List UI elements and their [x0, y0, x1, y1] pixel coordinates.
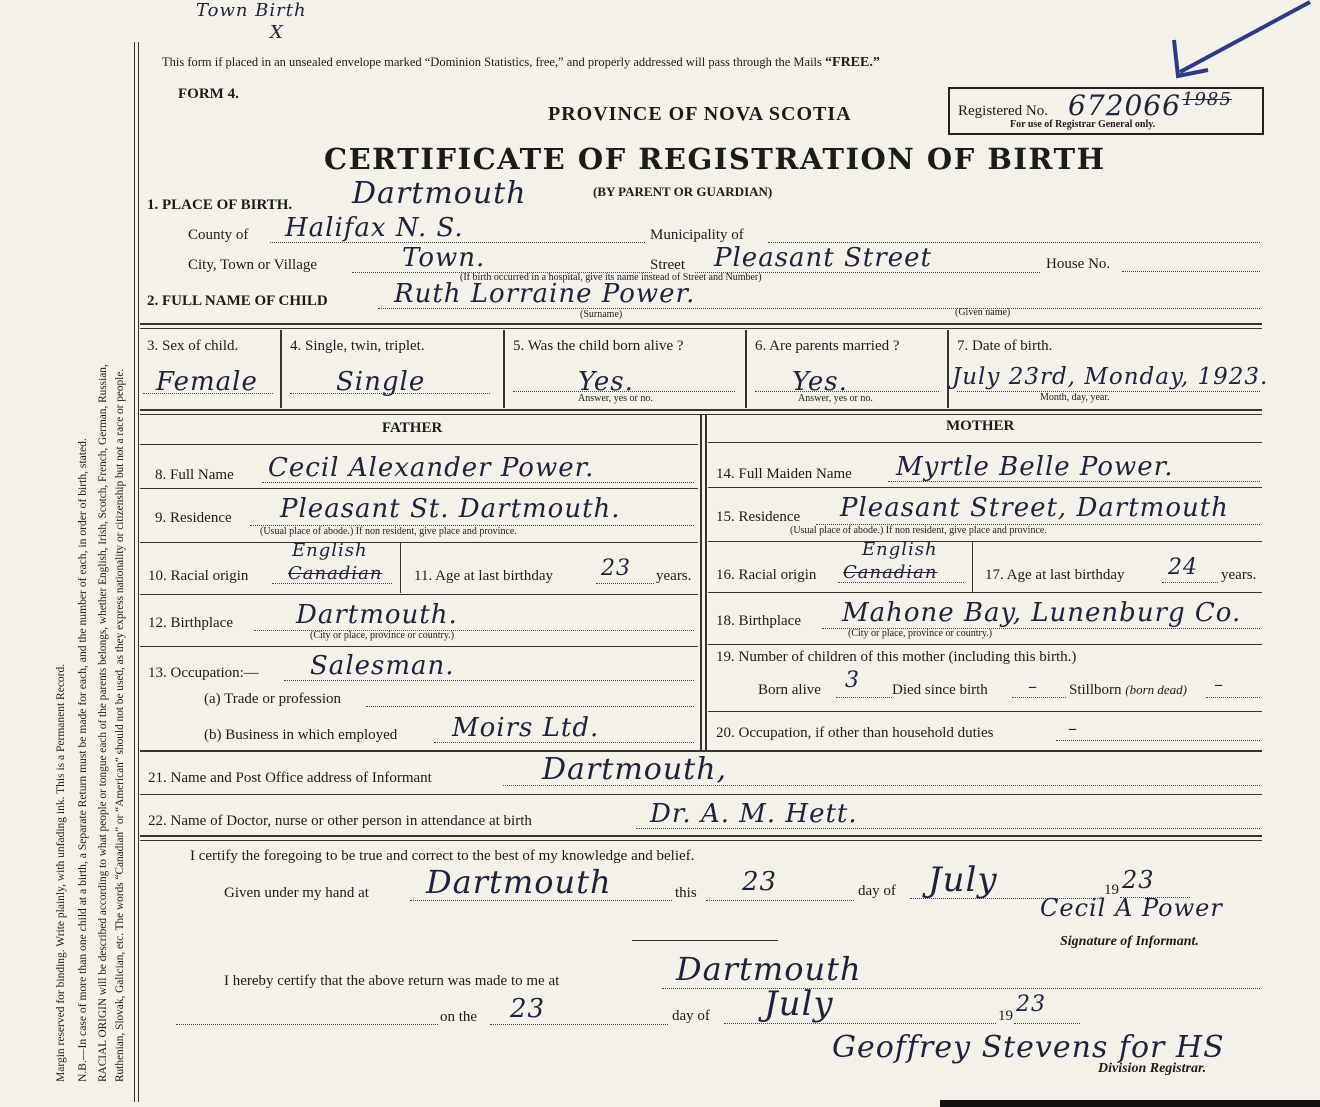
- corner-note: Town Birth: [196, 0, 307, 21]
- cell-divider: [745, 330, 747, 408]
- mother-res-note: (Usual place of abode.) If non resident, give place and province.: [790, 525, 1047, 536]
- hospital-note: (If birth occurred in a hospital, give its name instead of Street and Number): [460, 272, 762, 283]
- father-heading: FATHER: [382, 420, 443, 436]
- stillborn-line: [1206, 697, 1260, 698]
- mother-race-line: [838, 582, 964, 583]
- informant-signature-label: Signature of Informant.: [1060, 934, 1199, 949]
- margin-note-4: Ruthenian, Slovak, Galician, etc. The words “Canadian” or “American” should not be used, as they express nationality or citizenship but not a race or people.: [114, 368, 126, 1082]
- mother-race-struck: Canadian: [843, 562, 938, 583]
- registrar-day-value: 23: [510, 994, 546, 1024]
- father-race-struck: Canadian: [288, 563, 383, 584]
- divider-thin: [140, 840, 1262, 841]
- form-number: FORM 4.: [178, 86, 239, 102]
- mother-race-label: 16. Racial origin: [716, 567, 817, 583]
- row-rule: [708, 442, 1262, 443]
- registrar-day-of-label: day of: [672, 1008, 710, 1024]
- died-line: [1012, 697, 1066, 698]
- father-age-unit: years.: [656, 568, 692, 584]
- mother-res-label: 15. Residence: [716, 509, 801, 525]
- mother-race-value: English: [862, 539, 938, 560]
- registrar-signature-label: Division Registrar.: [1098, 1061, 1207, 1076]
- divider: [140, 409, 1262, 411]
- mother-age-unit: years.: [1221, 567, 1257, 583]
- died-value: –: [1028, 676, 1038, 697]
- registration-box: [948, 87, 1264, 135]
- mother-res-value: Pleasant Street, Dartmouth: [840, 493, 1229, 523]
- day-value: 23: [742, 867, 778, 897]
- sex-value: Female: [156, 367, 258, 397]
- mother-bp-note: (City or place, province or country.): [848, 628, 993, 639]
- registrar-month-value: July: [764, 984, 834, 1024]
- given-label: Given under my hand at: [224, 885, 369, 901]
- business-label: (b) Business in which employed: [204, 727, 398, 743]
- bottom-edge: [940, 1100, 1320, 1107]
- mother-bp-value: Mahone Bay, Lunenburg Co.: [842, 598, 1242, 628]
- multiple-line: [290, 393, 490, 394]
- margin-note-2: N.B.—In case of more than one child at a birth, a Separate Return must be made for each, and the number of each, in order of birth, stated.: [76, 438, 89, 1082]
- father-race-value: English: [292, 540, 368, 561]
- mother-name-label: 14. Full Maiden Name: [716, 466, 852, 482]
- registered-struck: 1985: [1182, 89, 1232, 110]
- registrar-signature: Geoffrey Stevens for HS: [832, 1030, 1225, 1065]
- father-race-line: [272, 583, 392, 584]
- father-bp-label: 12. Birthplace: [148, 615, 233, 631]
- city-label: City, Town or Village: [188, 257, 318, 273]
- column-divider: [705, 415, 707, 750]
- stillborn-value: –: [1214, 674, 1224, 695]
- row-rule: [708, 644, 1262, 645]
- day-line: [706, 900, 854, 901]
- alive-note: Answer, yes or no.: [578, 393, 653, 404]
- registrar-year-prefix: 19: [998, 1008, 1013, 1024]
- margin-note-1: Margin reserved for binding. Write plainly, with unfading ink. This is a Permanent Record.: [55, 663, 67, 1082]
- father-res-note: (Usual place of abode.) If non resident, give place and province.: [260, 526, 517, 537]
- margin-rule-2: [138, 42, 139, 1102]
- mother-name-value: Myrtle Belle Power.: [896, 452, 1174, 482]
- registrar-day-line: [490, 1024, 668, 1025]
- margin-rule: [134, 42, 135, 1102]
- cell-divider: [972, 542, 973, 592]
- mail-notice: This form if placed in an unsealed envelope marked “Dominion Statistics, free,” and properly addressed will pass through the Mails “FREE.”: [162, 55, 880, 70]
- row-rule: [708, 592, 1262, 593]
- house-line: [1122, 271, 1260, 272]
- doctor-value: Dr. A. M. Hett.: [650, 799, 858, 829]
- house-label: House No.: [1046, 256, 1111, 272]
- multiple-label: 4. Single, twin, triplet.: [290, 338, 425, 354]
- doctor-label: 22. Name of Doctor, nurse or other person in attendance at birth: [148, 813, 532, 829]
- born-alive-line: [836, 697, 892, 698]
- place-value: Dartmouth: [352, 176, 527, 211]
- city-value: Town.: [402, 243, 486, 273]
- father-bp-value: Dartmouth.: [296, 600, 458, 630]
- registrar-place-line: [662, 988, 1260, 989]
- registered-note: For use of Registrar General only.: [1010, 119, 1156, 130]
- county-label: County of: [188, 227, 249, 243]
- surname-note: (Surname): [580, 309, 623, 320]
- married-label: 6. Are parents married ?: [755, 338, 900, 354]
- alive-value: Yes.: [578, 367, 634, 397]
- dob-label: 7. Date of birth.: [957, 338, 1053, 354]
- alive-line: [513, 391, 735, 392]
- married-note: Answer, yes or no.: [798, 393, 873, 404]
- registrar-lead-line: [176, 1024, 438, 1025]
- registered-number: 672066: [1068, 89, 1181, 122]
- sex-label: 3. Sex of child.: [147, 338, 239, 354]
- divider: [140, 323, 1262, 325]
- row-rule: [140, 444, 698, 445]
- row-rule: [140, 542, 698, 543]
- trade-line: [366, 706, 694, 707]
- registrar-year-line: [1014, 1023, 1080, 1024]
- stillborn-label: Stillborn (born dead): [1069, 682, 1188, 698]
- cell-divider: [947, 330, 949, 408]
- informant-value: Dartmouth,: [542, 752, 728, 787]
- died-label: Died since birth: [892, 682, 988, 698]
- mother-bp-label: 18. Birthplace: [716, 613, 801, 629]
- registrar-year-value: 23: [1016, 992, 1046, 1017]
- registrar-statement: I hereby certify that the above return was made to me at: [224, 973, 560, 989]
- cell-divider: [503, 330, 505, 408]
- certify-statement: I certify the foregoing to be true and correct to the best of my knowledge and belief.: [190, 848, 695, 864]
- row-rule: [140, 794, 1262, 795]
- registrar-place-value: Dartmouth: [676, 950, 862, 988]
- father-res-value: Pleasant St. Dartmouth.: [280, 494, 621, 524]
- this-label: this: [675, 885, 697, 901]
- married-line: [755, 391, 939, 392]
- child-name-label: 2. FULL NAME OF CHILD: [147, 293, 328, 309]
- mother-occ-value: –: [1068, 718, 1078, 739]
- dob-note: Month, day, year.: [1040, 392, 1110, 403]
- row-rule: [140, 488, 698, 489]
- street-value: Pleasant Street: [714, 243, 932, 273]
- father-age-value: 23: [601, 556, 631, 581]
- multiple-value: Single: [336, 367, 426, 397]
- father-occ-label: 13. Occupation:—: [148, 665, 259, 681]
- cell-divider: [280, 330, 282, 408]
- row-rule: [140, 594, 698, 595]
- registered-label: Registered No.: [958, 103, 1048, 119]
- province-heading: PROVINCE OF NOVA SCOTIA: [548, 103, 852, 125]
- on-the-label: on the: [440, 1009, 478, 1025]
- cell-divider: [400, 543, 401, 593]
- father-age-label: 11. Age at last birthday: [414, 568, 553, 584]
- year-value: 23: [1122, 866, 1155, 894]
- father-name-label: 8. Full Name: [155, 467, 234, 483]
- father-age-line: [596, 583, 654, 584]
- business-value: Moirs Ltd.: [452, 713, 600, 743]
- county-value: Halifax N. S.: [285, 213, 464, 243]
- married-value: Yes.: [792, 367, 848, 397]
- father-res-label: 9. Residence: [155, 510, 232, 526]
- year-prefix: 19: [1104, 882, 1119, 898]
- mother-age-value: 24: [1168, 555, 1198, 580]
- mother-age-line: [1162, 582, 1218, 583]
- father-race-label: 10. Racial origin: [148, 568, 249, 584]
- born-alive-label: Born alive: [758, 682, 821, 698]
- row-rule: [708, 541, 1262, 542]
- corner-mark: X: [270, 22, 284, 43]
- day-of-label: day of: [858, 883, 896, 899]
- mother-occ-label: 20. Occupation, if other than household duties: [716, 725, 994, 741]
- margin-note-3: RACIAL ORIGIN will be described according to what people or tongue each of the parents belongs, whether English, Irish, Scotch, French, German, Russian,: [97, 364, 109, 1082]
- place-label: 1. PLACE OF BIRTH.: [147, 197, 293, 213]
- trade-label: (a) Trade or profession: [204, 691, 342, 707]
- child-name-value: Ruth Lorraine Power.: [394, 279, 696, 309]
- divider: [140, 835, 1262, 837]
- given-note: (Given name): [955, 307, 1011, 318]
- alive-label: 5. Was the child born alive ?: [513, 338, 684, 354]
- father-name-value: Cecil Alexander Power.: [268, 453, 595, 483]
- month-value: July: [928, 860, 998, 900]
- column-divider: [700, 415, 702, 750]
- short-rule: [632, 940, 778, 941]
- father-bp-note: (City or place, province or country.): [310, 630, 455, 641]
- father-occ-value: Salesman.: [310, 651, 455, 681]
- mother-occ-line: [1056, 740, 1260, 741]
- children-label: 19. Number of children of this mother (including this birth.): [716, 649, 1077, 665]
- sex-line: [143, 393, 273, 394]
- arrow-icon: [1160, 0, 1320, 84]
- mother-heading: MOTHER: [946, 418, 1015, 434]
- mother-age-label: 17. Age at last birthday: [985, 567, 1125, 583]
- given-place-value: Dartmouth: [426, 863, 612, 901]
- row-rule: [708, 487, 1262, 488]
- page-title: CERTIFICATE OF REGISTRATION OF BIRTH: [324, 142, 1106, 176]
- street-label: Street: [650, 257, 685, 273]
- row-rule: [140, 646, 698, 647]
- row-rule: [708, 711, 1262, 712]
- dob-value: July 23rd, Monday, 1923.: [952, 364, 1269, 390]
- informant-signature: Cecil A Power: [1040, 894, 1223, 922]
- informant-label: 21. Name and Post Office address of Informant: [148, 770, 432, 786]
- subtitle: (BY PARENT OR GUARDIAN): [593, 184, 773, 199]
- municipality-label: Municipality of: [650, 227, 744, 243]
- born-alive-value: 3: [845, 668, 860, 693]
- divider-thin: [140, 328, 1262, 329]
